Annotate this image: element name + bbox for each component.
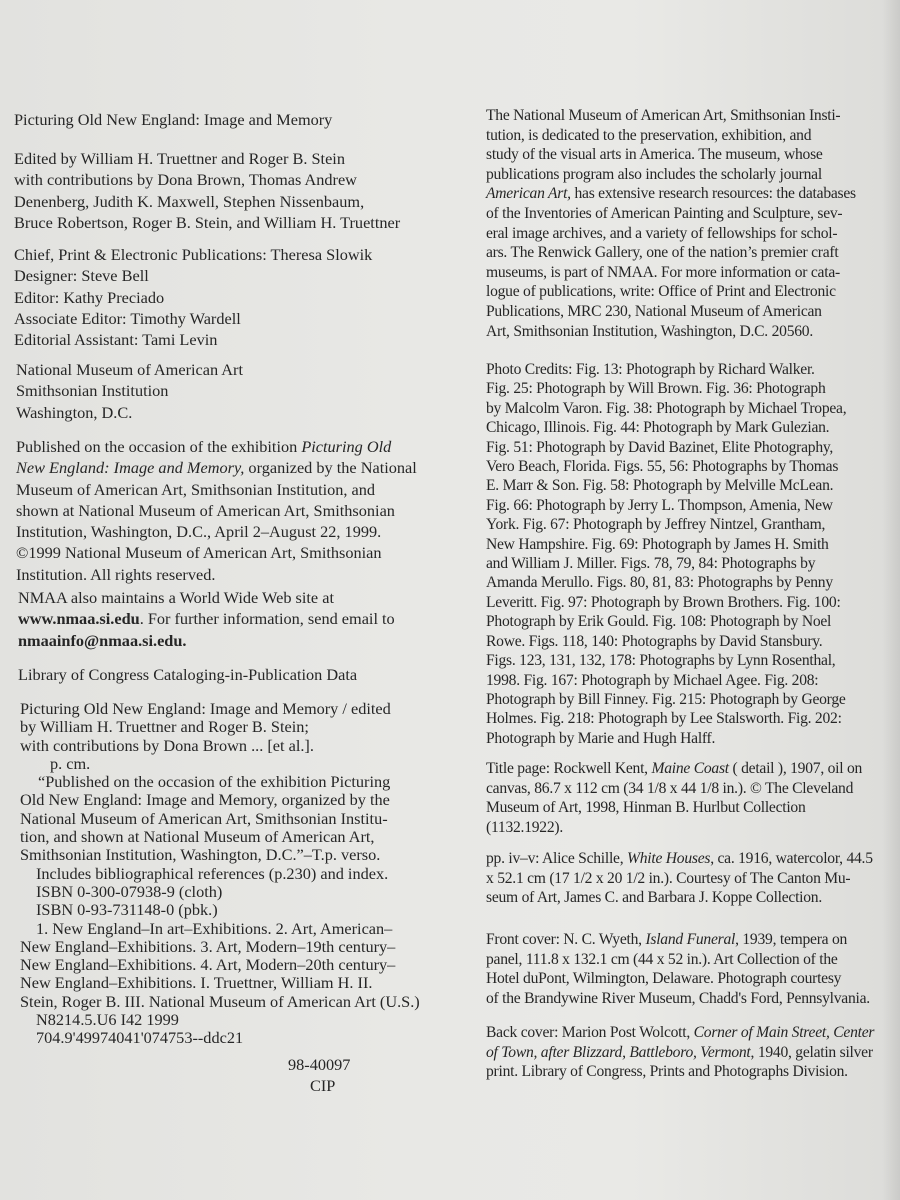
text-line	[16, 457, 417, 478]
text-segment: ars. The Renwick Gallery, one of the nation’s premier craft	[486, 244, 839, 262]
text-segment: Denenberg, Judith K. Maxwell, Stephen Nissenbaum,	[14, 191, 365, 211]
text-line	[14, 308, 372, 329]
text-segment: seum of Art, James C. and Barbara J. Koppe Collection.	[486, 889, 822, 907]
text-segment: ISBN 0-300-07938-9 (cloth)	[36, 881, 223, 901]
text-line	[486, 438, 846, 457]
text-line	[14, 109, 332, 130]
text-segment: panel, 111.8 x 132.1 cm (44 x 52 in.). Art Collection of the	[486, 950, 838, 968]
text-segment: Museum of Art, 1998, Hinman B. Hurlbut Collection	[486, 799, 806, 817]
text-segment: , 1939, tempera on	[735, 931, 848, 948]
text-line	[20, 901, 420, 919]
text-segment: by William H. Truettner and Roger B. Stein;	[20, 717, 309, 737]
text-segment: Title page: Rockwell Kent,	[486, 760, 652, 777]
text-line	[14, 265, 372, 286]
text-segment: Photograph by Erik Gould. Fig. 108: Photograph by Noel	[486, 613, 832, 631]
text-segment: 704.9'49974041'074753--ddc21	[36, 1028, 244, 1048]
text-line	[486, 1023, 874, 1043]
text-segment: of the Brandywine River Museum, Chadd's Ford, Pennsylvania.	[486, 989, 870, 1007]
text-line	[16, 359, 243, 380]
text-line	[486, 709, 846, 728]
text-segment: York. Fig. 67: Photograph by Jeffrey Nintzel, Grantham,	[486, 516, 826, 534]
text-line	[486, 282, 856, 302]
pp-iv-v-credit	[486, 849, 873, 908]
text-segment: Museum of American Art, Smithsonian Institution, and	[16, 479, 376, 499]
exhibition-note	[16, 436, 417, 585]
text-segment: Vero Beach, Florida. Figs. 55, 56: Photographs by Thomas	[486, 458, 839, 476]
text-segment: . For further information, send email to	[139, 609, 395, 629]
text-segment: of the Inventories of American Painting and Sculpture, sev-	[486, 204, 843, 222]
text-line	[16, 521, 417, 542]
text-line	[486, 632, 846, 651]
text-segment: Stein, Roger B. III. National Museum of American Art (U.S.)	[20, 991, 420, 1011]
text-line	[14, 148, 400, 169]
text-line	[486, 145, 856, 165]
web-info	[18, 587, 395, 651]
text-segment: print. Library of Congress, Prints and Photographs Division.	[486, 1063, 848, 1081]
text-line	[14, 191, 400, 212]
text-line	[486, 165, 856, 185]
text-segment: Hotel duPont, Wilmington, Delaware. Photograph courtesy	[486, 970, 842, 988]
text-segment: Fig. 25: Photograph by Will Brown. Fig. 36: Photograph	[486, 380, 826, 398]
text-segment: Chicago, Illinois. Fig. 44: Photograph by Mark Gulezian.	[486, 419, 830, 437]
text-line	[20, 791, 420, 809]
text-segment: NMAA also maintains a World Wide Web site at	[18, 588, 334, 607]
text-segment: Smithsonian Institution	[16, 381, 169, 401]
text-line	[486, 554, 846, 573]
text-line	[20, 737, 420, 755]
text-line	[20, 1011, 420, 1029]
back-cover-credit	[486, 1023, 874, 1082]
text-line	[20, 938, 420, 956]
text-segment: N8214.5.U6 I42 1999	[36, 1010, 179, 1030]
text-line	[16, 479, 417, 500]
front-cover-credit	[486, 930, 870, 1008]
editors-credit	[14, 148, 400, 233]
loc-heading	[18, 664, 357, 685]
text-segment: p. cm.	[50, 753, 91, 773]
text-line	[486, 593, 846, 612]
text-segment: study of the visual arts in America. The museum, whose	[486, 146, 823, 164]
text-segment: and William J. Miller. Figs. 78, 79, 84: Photographs by	[486, 555, 816, 573]
text-segment: tion, and shown at National Museum of American Art,	[20, 827, 375, 847]
text-line	[486, 690, 846, 709]
text-segment: New England–Exhibitions. 3. Art, Modern–19th century–	[20, 936, 396, 956]
text-segment: “Published on the occasion of the exhibition Picturing	[38, 772, 391, 792]
text-line	[486, 729, 846, 748]
text-line	[20, 846, 420, 864]
text-line	[486, 106, 856, 126]
text-segment: Edited by William H. Truettner and Roger B. Stein	[14, 149, 345, 168]
text-line	[18, 608, 395, 629]
text-line	[14, 287, 372, 308]
text-segment: E. Marr & Son. Fig. 58: Photograph by Melville McLean.	[486, 477, 834, 495]
text-segment: has extensive research resources: the databases	[570, 185, 856, 203]
text-line	[486, 930, 870, 950]
text-line	[20, 700, 420, 718]
text-line	[20, 974, 420, 992]
text-line	[486, 989, 870, 1009]
text-segment: Holmes. Fig. 218: Photograph by Lee Stalsworth. Fig. 202:	[486, 710, 842, 728]
text-line	[20, 993, 420, 1011]
text-segment: Editor: Kathy Preciado	[14, 287, 165, 307]
text-segment: New Hampshire. Fig. 69: Photograph by James H. Smith	[486, 535, 829, 553]
text-line	[14, 244, 372, 265]
text-line	[486, 204, 856, 224]
text-segment: museums, is part of NMAA. For more information or cata-	[486, 263, 840, 281]
text-segment: x 52.1 cm (17 1/2 x 20 1/2 in.). Courtesy of The Canton Mu-	[486, 869, 851, 887]
text-line	[486, 671, 846, 690]
text-segment: Island Funeral	[645, 931, 736, 948]
text-line	[20, 755, 420, 773]
text-line	[16, 500, 417, 521]
text-segment: Corner of Main Street, Center	[693, 1024, 875, 1041]
text-segment: Smithsonian Institution, Washington, D.C.”–T.p. verso.	[20, 845, 381, 865]
museum-about	[486, 106, 856, 341]
text-segment: Includes bibliographical references (p.230) and index.	[36, 863, 389, 883]
text-line	[20, 828, 420, 846]
text-segment: Art, Smithsonian Institution, Washington, D.C. 20560.	[486, 322, 813, 340]
text-segment: 1998. Fig. 167: Photograph by Michael Agee. Fig. 208:	[486, 671, 819, 689]
text-segment: New England–Exhibitions. 4. Art, Modern–20th century–	[20, 955, 396, 975]
text-line	[486, 612, 846, 631]
text-line	[20, 718, 420, 736]
text-line	[486, 476, 846, 495]
text-segment: Amanda Merullo. Figs. 80, 81, 83: Photographs by Penny	[486, 574, 833, 592]
text-segment: with contributions by Dona Brown ... [et al.].	[20, 735, 314, 755]
text-line	[486, 515, 846, 534]
text-segment: Picturing Old New England: Image and Memory / edited	[20, 699, 391, 718]
text-line	[18, 587, 395, 608]
text-line	[486, 969, 870, 989]
text-line	[486, 418, 846, 437]
text-line	[486, 322, 856, 342]
text-segment: with contributions by Dona Brown, Thomas Andrew	[14, 170, 357, 190]
text-segment: ©1999 National Museum of American Art, Smithsonian	[16, 543, 382, 563]
text-segment: Old New England: Image and Memory, organized by the	[20, 790, 390, 810]
text-line	[14, 169, 400, 190]
text-segment: Photo Credits: Fig. 13: Photograph by Richard Walker.	[486, 361, 815, 378]
text-segment: Figs. 123, 131, 132, 178: Photographs by Lynn Rosenthal,	[486, 652, 836, 670]
text-line	[16, 436, 417, 457]
lccn-number: 98-40097	[288, 1055, 351, 1074]
text-line	[486, 849, 873, 869]
title-page-credit	[486, 759, 862, 837]
staff-credits	[14, 244, 372, 350]
text-segment: Washington, D.C.	[16, 402, 133, 422]
text-line	[486, 399, 846, 418]
text-segment: by Malcolm Varon. Fig. 38: Photograph by Michael Tropea,	[486, 399, 847, 417]
text-line	[486, 302, 856, 322]
text-segment: New England: Image and Memory,	[16, 458, 245, 478]
text-line	[20, 883, 420, 901]
cip-label: CIP	[310, 1076, 336, 1096]
text-line	[20, 773, 420, 791]
text-segment: New England–Exhibitions. I. Truettner, William H. II.	[20, 973, 373, 993]
text-line	[486, 950, 870, 970]
link-text: nmaainfo@nmaa.si.edu.	[18, 630, 187, 650]
text-segment: ( detail ), 1907, oil on	[728, 760, 863, 777]
photo-credits	[486, 360, 846, 748]
cip-data	[20, 700, 420, 1048]
text-segment: Chief, Print & Electronic Publications: Theresa Slowik	[14, 245, 373, 264]
text-line	[14, 212, 400, 233]
text-line	[486, 651, 846, 670]
text-line	[486, 573, 846, 592]
text-line	[486, 869, 873, 889]
book-title-line	[14, 109, 332, 130]
text-segment: Associate Editor: Timothy Wardell	[14, 308, 241, 328]
text-line	[16, 542, 417, 563]
text-line	[20, 865, 420, 883]
text-segment: Maine Coast	[651, 760, 729, 777]
text-segment: Fig. 51: Photograph by David Bazinet, Elite Photography,	[486, 438, 834, 456]
text-line	[16, 564, 417, 585]
text-line	[16, 402, 243, 423]
text-line	[486, 1043, 874, 1063]
text-segment: ISBN 0-93-731148-0 (pbk.)	[36, 900, 218, 920]
text-segment: Photograph by Bill Finney. Fig. 215: Photograph by George	[486, 690, 846, 708]
text-segment: 1. New England–In art–Exhibitions. 2. Art, American–	[36, 918, 393, 938]
text-segment: Editorial Assistant: Tami Levin	[14, 330, 218, 350]
text-segment: Rowe. Figs. 118, 140: Photographs by David Stansbury.	[486, 632, 823, 650]
text-line	[486, 243, 856, 263]
text-line	[486, 379, 846, 398]
text-line	[486, 535, 846, 554]
text-line	[14, 329, 372, 350]
text-segment: , ca. 1916, watercolor, 44.5	[710, 850, 873, 867]
text-line	[486, 263, 856, 283]
text-segment: American Art,	[486, 185, 571, 203]
text-segment: Published on the occasion of the exhibition	[16, 437, 302, 456]
text-segment: logue of publications, write: Office of Print and Electronic	[486, 283, 836, 301]
text-line	[18, 630, 395, 651]
text-line	[16, 380, 243, 401]
text-line	[20, 1029, 420, 1047]
text-segment: Front cover: N. C. Wyeth,	[486, 931, 646, 948]
text-segment: pp. iv–v: Alice Schille,	[486, 850, 628, 867]
text-segment: of Town, after Blizzard, Battleboro, Vermont	[486, 1043, 751, 1061]
text-line	[486, 779, 862, 799]
text-segment: Picturing Old	[301, 437, 392, 456]
lccn-block	[288, 1054, 350, 1097]
text-segment: eral image archives, and a variety of fellowships for schol-	[486, 224, 838, 242]
text-line	[486, 496, 846, 515]
text-segment: Leveritt. Fig. 97: Photograph by Brown Brothers. Fig. 100:	[486, 593, 841, 611]
text-segment: Designer: Steve Bell	[14, 266, 149, 286]
text-segment: National Museum of American Art	[16, 360, 243, 379]
text-line	[20, 920, 420, 938]
link-text: www.nmaa.si.edu	[18, 609, 140, 629]
text-segment: Back cover: Marion Post Wolcott,	[486, 1024, 694, 1041]
text-segment: tution, is dedicated to the preservation, exhibition, and	[486, 126, 812, 144]
text-segment: (1132.1922).	[486, 818, 563, 836]
text-line	[18, 664, 357, 685]
text-segment: publications program also includes the scholarly journal	[486, 165, 822, 183]
text-line	[486, 360, 846, 379]
text-segment: White Houses	[627, 850, 711, 867]
text-segment: National Museum of American Art, Smithsonian Institu-	[20, 808, 388, 828]
text-line	[486, 759, 862, 779]
text-line	[486, 184, 856, 204]
text-line	[486, 1062, 874, 1082]
text-segment: shown at National Museum of American Art, Smithsonian	[16, 500, 395, 520]
text-segment: Photograph by Marie and Hugh Halff.	[486, 729, 716, 747]
publisher-address	[16, 359, 243, 423]
text-line	[20, 810, 420, 828]
text-segment: organized by the National	[244, 458, 417, 478]
text-line	[486, 888, 873, 908]
text-segment: canvas, 86.7 x 112 cm (34 1/8 x 44 1/8 in.). © The Cleveland	[486, 779, 854, 797]
text-line	[486, 818, 862, 838]
text-segment: Bruce Robertson, Roger B. Stein, and William H. Truettner	[14, 212, 401, 232]
text-segment: Fig. 66: Photograph by Jerry L. Thompson, Amenia, New	[486, 496, 833, 514]
text-segment: Institution. All rights reserved.	[16, 564, 216, 584]
page-edge-shadow	[882, 0, 900, 1200]
text-segment: Picturing Old New England: Image and Memory	[14, 110, 333, 129]
text-segment: The National Museum of American Art, Smithsonian Insti-	[486, 107, 841, 124]
text-line	[486, 457, 846, 476]
text-segment: Library of Congress Cataloging-in-Publication Data	[18, 665, 358, 684]
text-line	[20, 956, 420, 974]
text-line	[486, 224, 856, 244]
text-segment: Institution, Washington, D.C., April 2–August 22, 1999.	[16, 522, 382, 542]
text-line	[486, 126, 856, 146]
text-segment: , 1940, gelatin silver	[750, 1043, 873, 1061]
text-segment: Publications, MRC 230, National Museum of American	[486, 302, 822, 320]
text-line	[486, 798, 862, 818]
